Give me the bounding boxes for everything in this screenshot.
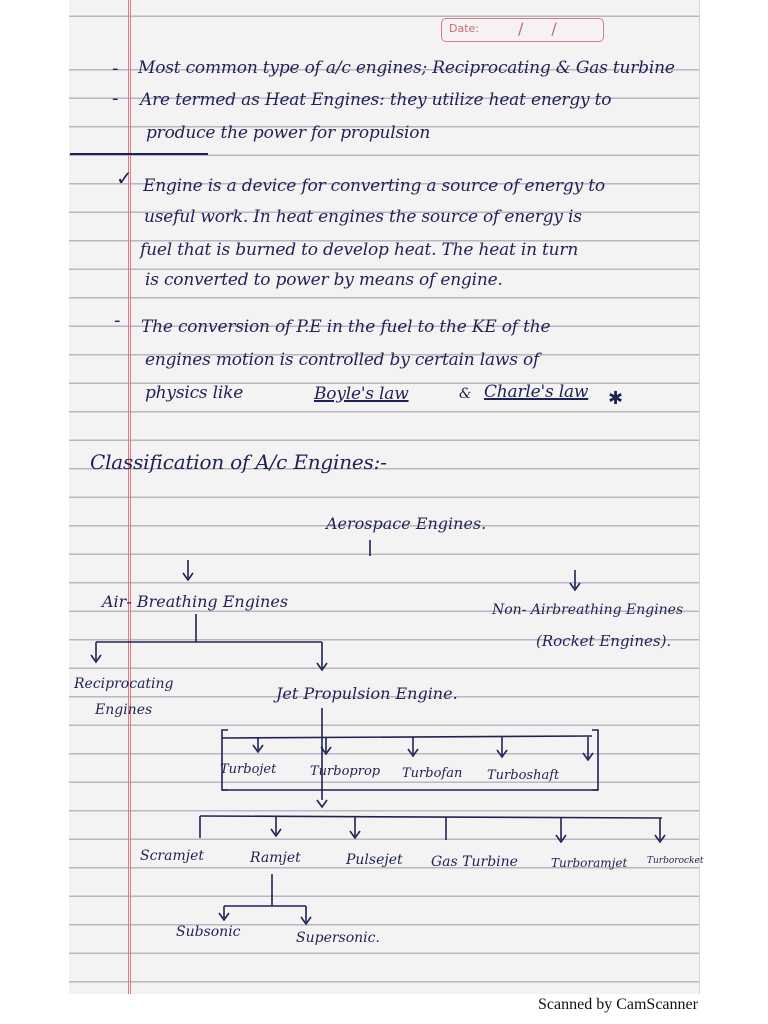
note-line: Engine is a device for converting a source of energy to (143, 176, 605, 196)
note-line: Most common type of a/c engines; Reciprocating & Gas turbine (138, 58, 675, 78)
node-scramjet: Scramjet (140, 848, 204, 864)
node-subsonic: Subsonic (176, 924, 241, 940)
note-line: fuel that is burned to develop heat. The heat in turn (140, 240, 579, 260)
bullet-dash: - (114, 310, 121, 331)
note-line: useful work. In heat engines the source of energy is (144, 207, 582, 227)
node-pulsejet: Pulsejet (346, 852, 403, 868)
node-reciprocating-engines: Engines (95, 702, 153, 718)
node-turborocket: Turborocket (647, 856, 704, 866)
star-mark: ✱ (608, 388, 624, 409)
law-connector: & (459, 386, 472, 402)
node-air-breathing: Air- Breathing Engines (102, 592, 289, 611)
node-supersonic: Supersonic. (296, 930, 380, 946)
bullet-dash: - (112, 58, 119, 79)
note-line: produce the power for propulsion (146, 123, 431, 143)
note-line: The conversion of P.E in the fuel to the KE of the (141, 317, 551, 337)
bullet-dash: - (112, 88, 119, 109)
node-turboramjet: Turboramjet (551, 856, 628, 870)
node-aerospace-engines: Aerospace Engines. (326, 514, 487, 533)
note-line: physics like (145, 383, 244, 403)
charles-law: Charle's law (484, 382, 589, 402)
note-line: Are termed as Heat Engines: they utilize heat energy to (140, 90, 612, 110)
node-turboshaft: Turboshaft (487, 768, 560, 783)
node-jet-propulsion: Jet Propulsion Engine. (276, 684, 458, 703)
node-rocket-engines: (Rocket Engines). (536, 632, 672, 650)
tick-mark: ✓ (116, 166, 133, 190)
node-reciprocating: Reciprocating (74, 676, 174, 692)
date-box: Date: // (441, 18, 604, 42)
node-non-air-breathing: Non- Airbreathing Engines (492, 602, 684, 618)
node-turboprop: Turboprop (310, 764, 381, 779)
node-turbojet: Turbojet (220, 762, 277, 777)
boyles-law: Boyle's law (314, 384, 409, 404)
node-gas-turbine: Gas Turbine (431, 854, 518, 870)
note-line: engines motion is controlled by certain laws of (145, 350, 540, 370)
note-line: is converted to power by means of engine. (145, 270, 503, 290)
classification-heading: Classification of A/c Engines:- (90, 450, 387, 474)
node-ramjet: Ramjet (250, 850, 301, 866)
scanner-watermark: Scanned by CamScanner (538, 996, 698, 1013)
node-turbofan: Turbofan (402, 766, 463, 781)
